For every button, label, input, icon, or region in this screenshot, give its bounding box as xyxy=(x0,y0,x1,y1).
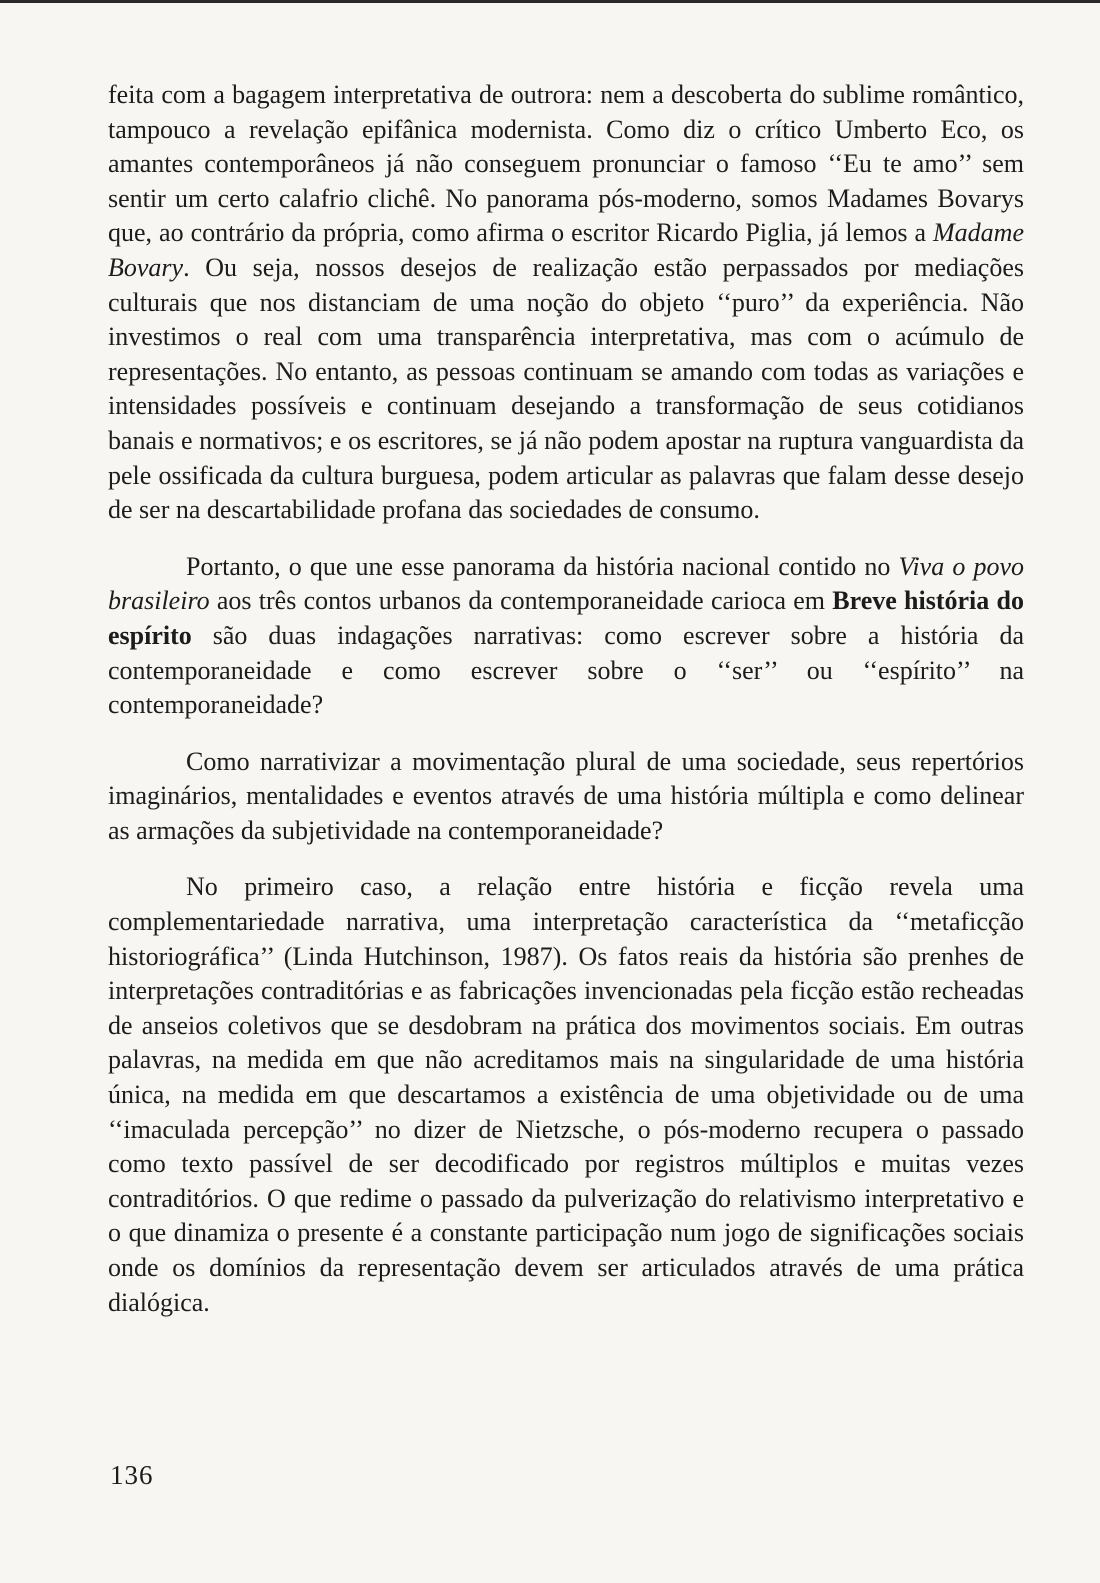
text-run: Portanto, o que une esse panorama da história nacional contido no xyxy=(186,551,899,581)
text-run: aos três contos urbanos da contemporaneidade carioca em xyxy=(209,586,833,616)
top-border-line xyxy=(0,0,1100,3)
text-run: No primeiro caso, a relação entre história e ficção revela uma complementariedade narrativa, uma interpretação característica da ‘‘metaficção historiográfica’’ (Linda Hutchinson, 1987). Os fatos reais da história são prenhes de interpretações contraditórias e as fabricações invencionadas pela ficção estão recheadas de anseios coletivos que se desdobram na prática dos movimentos sociais. Em outras palavras, na medida em que não acreditamos mais na singularidade de uma história única, na medida em que descartamos a existência de uma objetividade ou de uma ‘‘imaculada percepção’’ no dizer de Nietzsche, o pós-moderno recupera o passado como texto passível de ser decodificado por registros múltiplos e muitas vezes contraditórios. O que redime o passado da pulverização do relativismo interpretativo e o que dinamiza o presente é a constante participação num jogo de significações sociais onde os domínios da representação devem ser articulados através de uma prática dialógica. xyxy=(108,872,1024,1317)
document-body xyxy=(108,78,1024,1320)
text-run: . Ou seja, nossos desejos de realização estão perpassados por mediações culturais que nos distanciam de uma noção do objeto ‘‘puro’’ da experiência. Não investimos o real com uma transparência interpretativa, mas com o acúmulo de representações. No entanto, as pessoas continuam se amando com todas as variações e intensidades possíveis e continuam desejando a transformação de seus cotidianos banais e normativos; e os escritores, se já não podem apostar na ruptura vanguardista da pele ossificada da cultura burguesa, podem articular as palavras que falam desse desejo de ser na descartabilidade profana das sociedades de consumo. xyxy=(108,252,1024,525)
italic-title: Madame Bovary xyxy=(108,218,1024,282)
text-run: feita com a bagagem interpretativa de outrora: nem a descoberta do sublime romântico, tampouco a revelação epifânica modernista. Como diz o crítico Umberto Eco, os amantes contemporâneos já não conseguem pronunciar o famoso ‘‘Eu te amo’’ sem sentir um certo calafrio clichê. No panorama pós-moderno, somos Madames Bovarys que, ao contrário da própria, como afirma o escritor Ricardo Piglia, já lemos a xyxy=(108,80,1024,248)
paragraph-3 xyxy=(108,745,1024,849)
italic-title: Viva o povo brasileiro xyxy=(108,551,1024,616)
text-run: Como narrativizar a movimentação plural de uma sociedade, seus repertórios imaginários, mentalidades e eventos através de uma história múltipla e como delinear as armações da subjetividade na contemporaneidade? xyxy=(108,746,1024,845)
paragraph-1 xyxy=(108,78,1024,528)
page-number: 136 xyxy=(110,1460,154,1490)
text-run: são duas indagações narrativas: como escrever sobre a história da contemporaneidade e como escrever sobre o ‘‘ser’’ ou ‘‘espírito’’ na contemporaneidade? xyxy=(108,620,1024,720)
bold-title: Breve história do espírito xyxy=(108,586,1024,650)
paragraph-2 xyxy=(108,550,1024,723)
paragraph-4 xyxy=(108,870,1024,1320)
